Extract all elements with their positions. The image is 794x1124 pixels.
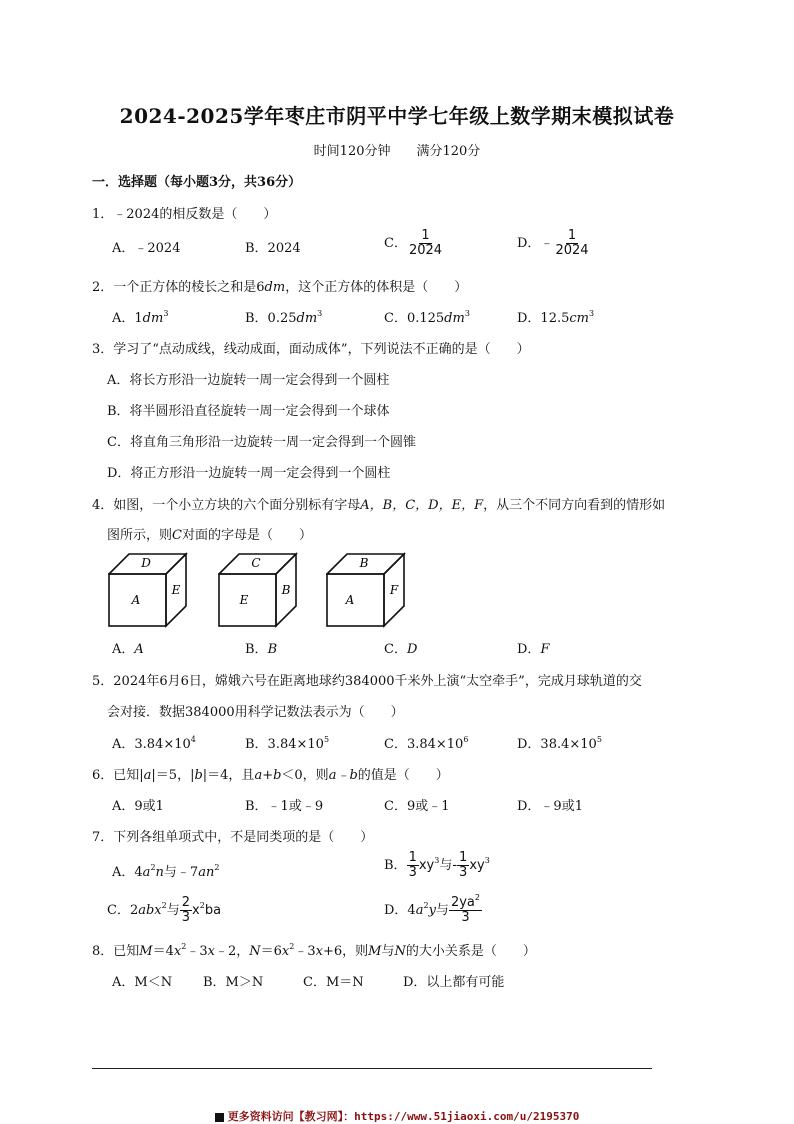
question-4-line-1: 4．如图，一个小立方块的六个面分别标有字母A，B，C，D，E，F，从三个不同方向看到的情形如	[92, 498, 666, 513]
question-3: 3．学习了“点动成线，线动成面，面动成体”，下列说法不正确的是（ ）	[92, 342, 530, 357]
q5-option-d: D．$38.4\times 10^5$	[517, 735, 602, 752]
question-4-line-2: 图所示，则C对面的字母是（ ）	[107, 528, 312, 543]
q7-option-b: B． $\frac{1}{3}$ $xy^3$与- $\frac{1}{3}$ $xy^3$	[384, 850, 490, 880]
q2-option-a: A．$1dm^3$	[112, 309, 169, 326]
q6-option-d: D．﹣9或1	[517, 799, 583, 814]
q3-option-a: A．将长方形沿一边旋转一周一定会得到一个圆柱	[107, 373, 390, 388]
question-8: 8．已知$M=4x^2﹣3x﹣2$，$N=6x^2﹣3x+6$，则M与N的大小关系是（ ）	[92, 942, 536, 959]
q2-option-b: B．$0.25dm^3$	[245, 309, 323, 326]
q2-option-d: D．$12.5cm^3$	[517, 309, 595, 326]
cube-view-1	[108, 552, 188, 628]
q1-option-b: B．2024	[245, 241, 301, 256]
cube-2-top-label: C	[251, 556, 261, 570]
cube-1-front-label: A	[131, 593, 141, 607]
cube-1-top-label: D	[141, 556, 151, 570]
q3-option-c: C．将直角三角形沿一边旋转一周一定会得到一个圆锥	[107, 435, 416, 450]
footer-text: 更多资料访问【教习网】：https://www.51jiaoxi.com/u/2195370	[227, 1110, 580, 1123]
cube-1-side-label: E	[171, 583, 181, 597]
q2-option-c: C．$0.125dm^3$	[384, 309, 470, 326]
q4-option-c: C．D	[384, 642, 418, 657]
q7-option-c: C．2abx$^2$与 $\frac{2}{3}$ $x^2ba$	[107, 895, 222, 925]
q7-option-d: D．$4a^2y$与 $\frac{2ya^2}{3}$	[384, 893, 480, 925]
q3-option-b: B．将半圆形沿直径旋转一周一定会得到一个球体	[107, 404, 390, 419]
question-5-line-2: 会对接．数据384000用科学记数法表示为（ ）	[107, 705, 404, 720]
q3-option-d: D．将正方形沿一边旋转一周一定会得到一个圆柱	[107, 466, 391, 481]
q1-option-d: D．﹣ $\frac{1}{2024}$	[517, 228, 589, 258]
cube-view-2	[218, 552, 298, 628]
flag-icon	[215, 1113, 224, 1122]
q8-option-a: A．M＜N	[112, 975, 173, 990]
footer-divider	[92, 1068, 652, 1069]
q4-option-a: A．A	[112, 642, 144, 657]
q5-option-c: C．$3.84\times 10^6$	[384, 735, 469, 752]
cube-3-front-label: A	[345, 593, 355, 607]
cube-2-side-label: B	[281, 583, 291, 597]
page-title: 2024-2025学年枣庄市阴平中学七年级上数学期末模拟试卷	[119, 104, 675, 128]
q1-option-c: C． $\frac{1}{2024}$	[384, 228, 443, 258]
question-2: 2．一个正方体的棱长之和是6dm，这个正方体的体积是（ ）	[92, 280, 468, 295]
q5-option-b: B．$3.84\times 10^5$	[245, 735, 330, 752]
q6-option-b: B．﹣1或﹣9	[245, 799, 324, 814]
question-5-line-1: 5．2024年6月6日，嫦娥六号在距离地球约384000千米外上演“太空牵手”，完成月球轨道的交	[92, 674, 642, 689]
cube-2-front-label: E	[239, 593, 249, 607]
cube-3-top-label: B	[359, 556, 369, 570]
q7-option-a: A．$4a^2n$与$﹣7an^2$	[112, 863, 220, 880]
cube-3-side-label: F	[389, 583, 399, 597]
question-6: 6．已知|a|＝5，|b|＝4，且a+b＜0，则a﹣b的值是（ ）	[92, 768, 449, 783]
q5-option-a: A．$3.84\times 10^4$	[112, 735, 196, 752]
exam-info: 时间120分钟 满分120分	[313, 144, 481, 159]
q8-option-d: D．以上都有可能	[403, 975, 505, 990]
cube-view-3	[326, 552, 406, 628]
question-1: 1．﹣2024的相反数是（ ）	[92, 207, 277, 222]
q8-option-b: B．M＞N	[203, 975, 264, 990]
q6-option-a: A．9或1	[112, 799, 164, 814]
q4-option-b: B．B	[245, 642, 278, 657]
section-heading: 一．选择题（每小题3分，共36分）	[92, 175, 302, 190]
q4-option-d: D．F	[517, 642, 550, 657]
footer-link[interactable]	[0, 1108, 794, 1124]
q6-option-c: C．9或﹣1	[384, 799, 450, 814]
question-7: 7．下列各组单项式中，不是同类项的是（ ）	[92, 830, 374, 845]
q1-option-a: A．﹣2024	[112, 241, 181, 256]
q8-option-c: C．M＝N	[303, 975, 364, 990]
